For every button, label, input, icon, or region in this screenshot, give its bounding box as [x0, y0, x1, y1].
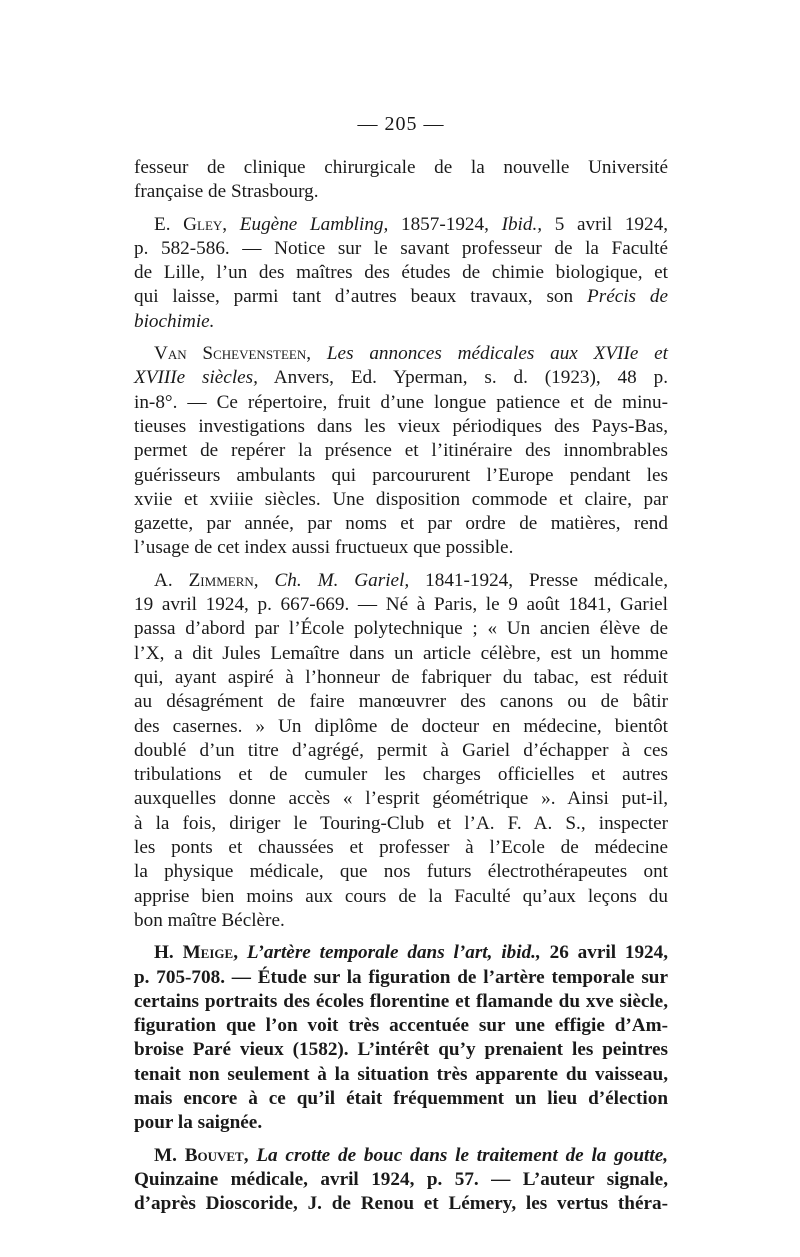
entry-author: E. Gley, [154, 213, 228, 235]
entry-title: L’artère temporale dans l’art, [246, 942, 493, 964]
entry-title: Les annonces médicales aux XVIIe et [326, 343, 669, 365]
entry-gley: E. Gley, Eugène Lambling, 1857-1924, Ibid., 5 avril 1924, p. 582-586. — Notice sur le savant professeur de la Faculté de Lille, l’un des maîtres des études de chimie biologique, et qui laisse, parmi tant d’autres beaux travaux, son Précis de biochimie. [134, 213, 668, 332]
entry-van-schevensteen: Van Schevensteen, Les annonces médicales aux XVIIe et XVIIIe siècles, Anvers, Ed. Yperman, s. d. (1923), 48 p. in-8°. — Ce répertoire, fruit d’une longue patience et de minu- tieuses investigations dans les vieux périodiques des Pays-Bas, permet de repérer la présence et l’itinéraire des innombrables guérisseurs ambulants qui parcoururent l’Europe pendant les xviie et xviiie siècles. Une disposition commode et claire, par gazette, par année, par noms et par ordre de matières, rend l’usage de cet index aussi fructueux que possible. [134, 343, 669, 559]
entry-author: Van Schevensteen, [154, 343, 312, 365]
entry-author: H. Meige, [154, 942, 238, 964]
entry-meige: H. Meige, L’artère temporale dans l’art, ibid., 26 avril 1924, p. 705-708. — Étude sur la figuration de l’artère temporale sur certains portraits des écoles florentine et flamande du xve siècle, figuration que l’on voit très accentuée sur une effigie d’Am- broise Paré vieux (1582). L’intérêt qu’y prenaient les peintres tenait non seulement à la situation très apparente du vaisseau, mais encore à ce qu’il était fréquemment un lieu d’élection pour la saignée. [134, 942, 669, 1134]
page-number: — 205 — [357, 113, 445, 135]
entry-zimmern: A. Zimmern, Ch. M. Gariel, 1841-1924, Presse médicale, 19 avril 1924, p. 667-669. — Né à Paris, le 9 août 1841, Gariel passa d’abord par l’École polytechnique ; « Un ancien élève de l’X, a dit Jules Lemaître dans un article célèbre, est un homme qui, ayant aspiré à l’honneur de fabriquer du tabac, est réduit au désagrément de faire manœuvrer des canons ou de bâtir des casernes. » Un diplôme de docteur en médecine, bientôt doublé d’un titre d’agrégé, permit à Gariel d’échapper à ces tribulations et de cumuler les charges officielles et autres auxquelles donne accès « l’esprit géométrique ». Ainsi put-il, à la fois, diriger le Touring-Club et l’A. F. A. S., inspecter les ponts et chaussées et professer à l’Ecole de médecine la physique médicale, que nos futurs électrothérapeutes ont apprise bien moins aux cours de la Faculté qu’aux leçons du bon maître Béclère. [134, 569, 668, 931]
entry-bouvet: M. Bouvet, La crotte de bouc dans le traitement de la goutte, Quinzaine médicale, avril 1924, p. 57. — L’auteur signale, d’après Dioscoride, J. de Renou et Lémery, les vertus théra- [134, 1144, 669, 1215]
paragraph-continuation: fesseur de clinique chirurgicale de la nouvelle Université française de Strasbourg. [134, 157, 668, 203]
entry-title: Eugène Lambling, [239, 213, 389, 235]
entry-author: A. Zimmern, [154, 569, 259, 591]
entry-title: Ch. M. Gariel, [274, 569, 410, 591]
entry-title: La crotte de bouc dans le traitement de la goutte, [256, 1144, 669, 1166]
book-page [134, 112, 668, 1216]
entry-author: M. Bouvet, [154, 1144, 249, 1166]
